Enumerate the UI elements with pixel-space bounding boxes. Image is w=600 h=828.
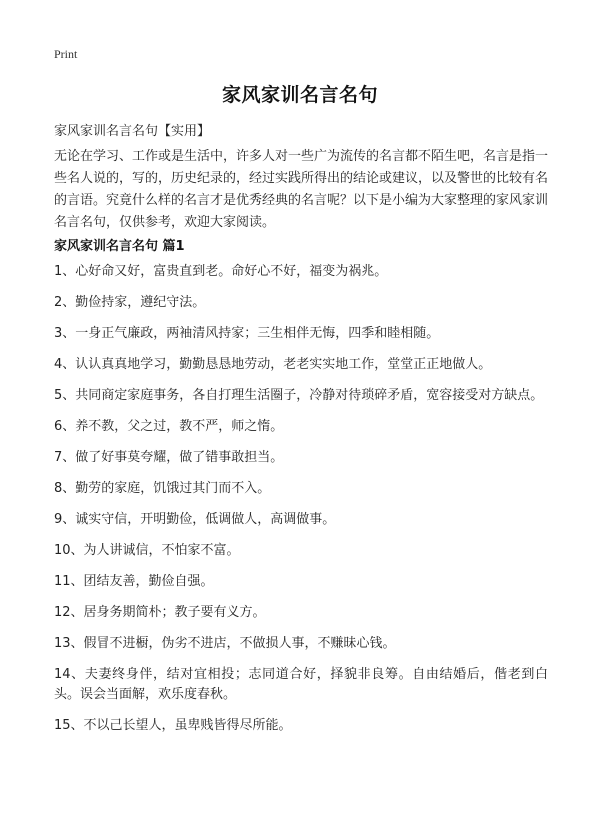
document-subtitle: 家风家训名言名句【实用】 [54,124,211,139]
list-item: 14、夫妻终身伴，结对宜相投；志同道合好，择貌非良筹。自由结婚后，偕老到白头。误会当面解，欢乐度春秋。 [54,667,548,702]
list-item: 15、不以己长望人，虽卑贱皆得尽所能。 [54,718,292,733]
section-heading: 家风家训名言名句 篇1 [54,239,185,254]
list-item: 8、勤劳的家庭，饥饿过其门而不入。 [54,481,271,496]
list-item: 4、认认真真地学习，勤勤恳恳地劳动，老老实实地工作，堂堂正正地做人。 [54,357,492,372]
quote-list [54,262,548,747]
list-item: 2、勤俭持家，遵纪守法。 [54,295,206,310]
list-item: 12、居身务期简朴；教子要有义方。 [54,605,266,620]
list-item: 1、心好命又好，富贵直到老。命好心不好，福变为祸兆。 [54,264,388,279]
list-item: 13、假冒不进橱，伪劣不进店，不做损人事，不赚昧心钱。 [54,636,396,651]
list-item: 11、团结友善，勤俭自强。 [54,574,214,589]
intro-paragraph: 无论在学习、工作或是生活中，许多人对一些广为流传的名言都不陌生吧，名言是指一些名人说的，写的，历史纪录的，经过实践所得出的结论或建议，以及警世的比较有名的言语。究竟什么样的名言才是优秀经典的名言呢？以下是小编为大家整理的家风家训名言名句，仅供参考，欢迎大家阅读。 [54,149,549,230]
list-item: 7、做了好事莫夸耀，做了错事敢担当。 [54,450,284,465]
list-item: 6、养不教，父之过，教不严，师之惰。 [54,419,284,434]
print-label: Print [54,47,78,61]
page-title: 家风家训名言名句 [221,84,378,106]
list-item: 3、一身正气廉政，两袖清风持家；三生相伴无悔，四季和睦相随。 [54,326,440,341]
list-item: 5、共同商定家庭事务，各自打理生活圈子，冷静对待琐碎矛盾，宽容接受对方缺点。 [54,388,544,403]
list-item: 9、诚实守信，开明勤俭，低调做人，高调做事。 [54,512,336,527]
list-item: 10、为人讲诚信，不怕家不富。 [54,543,240,558]
